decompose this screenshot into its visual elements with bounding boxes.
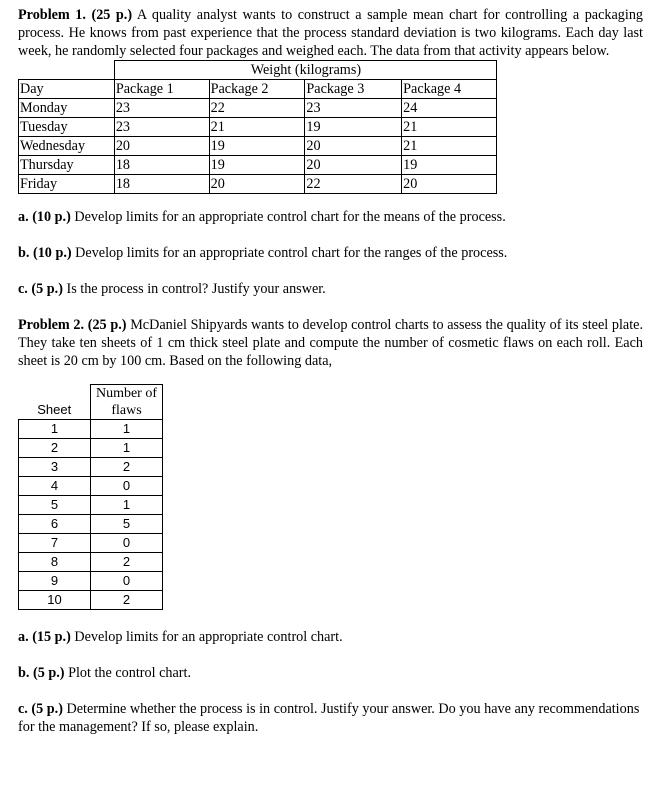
value-cell: 23: [305, 99, 402, 118]
table-row: [19, 572, 163, 591]
day-cell: Monday: [19, 99, 115, 118]
value-cell: 19: [305, 118, 402, 137]
table-row: [19, 458, 163, 477]
sheet-cell: 2: [19, 439, 91, 458]
problem2-question-b: [18, 664, 643, 682]
flaws-cell: 2: [91, 591, 163, 610]
flaws-cell: 1: [91, 496, 163, 515]
problem2-title: Problem 2. (25 p.): [18, 317, 127, 333]
value-cell: 22: [305, 175, 402, 194]
question-text: Determine whether the process is in control. Justify your answer. Do you have any recommendations for the management? If so, please explain.: [18, 701, 640, 735]
question-label: a. (15 p.): [18, 629, 71, 645]
flaws-cell: 2: [91, 553, 163, 572]
sheet-cell: 9: [19, 572, 91, 591]
col-header-package-2: Package 2: [209, 80, 305, 99]
problem1-title: Problem 1. (25 p.): [18, 7, 133, 23]
weights-table-column-header-row: [19, 80, 497, 99]
problem1-question-c: [18, 280, 643, 298]
value-cell: 21: [209, 118, 305, 137]
table-row: [19, 534, 163, 553]
value-cell: 19: [209, 137, 305, 156]
col-header-day: Day: [19, 80, 115, 99]
table-row: [19, 496, 163, 515]
weight-group-header: Weight (kilograms): [114, 61, 496, 80]
flaws-cell: 1: [91, 420, 163, 439]
question-label: c. (5 p.): [18, 281, 63, 297]
table-row: [19, 477, 163, 496]
question-text: Develop limits for an appropriate control chart for the ranges of the process.: [75, 245, 508, 261]
question-text: Plot the control chart.: [68, 665, 191, 681]
flaws-cell: 0: [91, 572, 163, 591]
flaws-table-header-row: [19, 385, 163, 420]
problem2-intro: [18, 316, 643, 370]
table-row: [19, 137, 497, 156]
problem1-intro-text: A quality analyst wants to construct a sample mean chart for controlling a packaging process. He knows from past experience that the process standard deviation is two kilograms. Each day last week, he randomly selected four packages and weighed each. The data from that activity appears below.: [18, 7, 644, 59]
value-cell: 21: [402, 118, 497, 137]
flaws-cell: 0: [91, 534, 163, 553]
table-row: [19, 439, 163, 458]
document-page: [18, 6, 643, 736]
problem2-question-c: [18, 700, 643, 736]
value-cell: 19: [402, 156, 497, 175]
question-label: b. (5 p.): [18, 665, 65, 681]
question-text: Is the process in control? Justify your answer.: [66, 281, 326, 297]
question-label: c. (5 p.): [18, 701, 63, 717]
value-cell: 20: [114, 137, 209, 156]
table-row: [19, 515, 163, 534]
value-cell: 23: [114, 118, 209, 137]
value-cell: 18: [114, 175, 209, 194]
day-cell: Tuesday: [19, 118, 115, 137]
weights-table-group-header-row: [19, 61, 497, 80]
table-row: [19, 118, 497, 137]
question-text: Develop limits for an appropriate control chart.: [74, 629, 343, 645]
value-cell: 23: [114, 99, 209, 118]
table-row: [19, 99, 497, 118]
problem2-intro-text: McDaniel Shipyards wants to develop control charts to assess the quality of its steel plate. They take ten sheets of 1 cm thick steel plate and compute the number of cosmetic flaws on each roll. Each sheet is 20 cm by 100 cm. Based on the following data,: [18, 317, 644, 369]
flaws-cell: 5: [91, 515, 163, 534]
question-text: Develop limits for an appropriate control chart for the means of the process.: [74, 209, 506, 225]
question-label: a. (10 p.): [18, 209, 71, 225]
flaws-cell: 1: [91, 439, 163, 458]
value-cell: 19: [209, 156, 305, 175]
sheet-cell: 8: [19, 553, 91, 572]
col-header-package-3: Package 3: [305, 80, 402, 99]
flaws-cell: 2: [91, 458, 163, 477]
question-label: b. (10 p.): [18, 245, 72, 261]
table-row: [19, 591, 163, 610]
sheet-cell: 6: [19, 515, 91, 534]
sheet-cell: 3: [19, 458, 91, 477]
sheet-cell: 7: [19, 534, 91, 553]
value-cell: 24: [402, 99, 497, 118]
table-row: [19, 156, 497, 175]
table-row: [19, 175, 497, 194]
weights-table: [18, 60, 497, 194]
value-cell: 20: [305, 137, 402, 156]
problem1-intro: [18, 6, 643, 60]
table-row: [19, 553, 163, 572]
sheet-cell: 4: [19, 477, 91, 496]
sheet-cell: 1: [19, 420, 91, 439]
value-cell: 20: [305, 156, 402, 175]
value-cell: 20: [402, 175, 497, 194]
value-cell: 20: [209, 175, 305, 194]
day-cell: Thursday: [19, 156, 115, 175]
value-cell: 21: [402, 137, 497, 156]
problem2-question-a: [18, 628, 643, 646]
value-cell: 22: [209, 99, 305, 118]
col-header-package-1: Package 1: [114, 80, 209, 99]
value-cell: 18: [114, 156, 209, 175]
flaws-table: [18, 384, 163, 610]
flaws-cell: 0: [91, 477, 163, 496]
problem1-question-b: [18, 244, 643, 262]
sheet-cell: 10: [19, 591, 91, 610]
problem1-question-a: [18, 208, 643, 226]
day-cell: Friday: [19, 175, 115, 194]
col-header-sheet: Sheet: [37, 402, 72, 417]
table-row: [19, 420, 163, 439]
col-header-package-4: Package 4: [402, 80, 497, 99]
day-cell: Wednesday: [19, 137, 115, 156]
col-header-number-of-flaws: Number of flaws: [91, 385, 163, 420]
sheet-cell: 5: [19, 496, 91, 515]
